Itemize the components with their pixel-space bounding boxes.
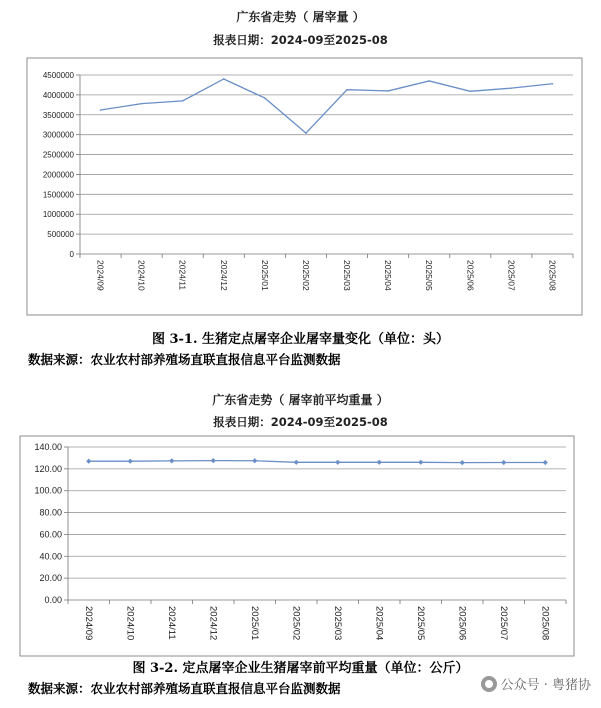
chart1-title: 广东省走势（ 屠宰量 ） — [236, 10, 365, 24]
chart1-ytick-label: 500000 — [47, 230, 74, 240]
chart1-xtick-label: 2025/05 — [424, 260, 435, 291]
chart1-ytick-label: 2000000 — [42, 170, 74, 180]
chart2-svg — [0, 433, 601, 658]
chart1-subtitle: 报表日期：2024-09至2025-08 — [213, 33, 388, 47]
chart2-xtick-label: 2025/06 — [456, 606, 468, 641]
chart2-subtitle: 报表日期：2024-09至2025-08 — [213, 415, 388, 429]
chart1-point — [305, 132, 307, 134]
chart1-caption: 图 3-1. 生猪定点屠宰企业屠宰量变化（单位：头） — [151, 332, 450, 347]
chart1-xtick-label: 2024/09 — [95, 260, 106, 291]
chart2-ytick-label: 20.00 — [39, 573, 62, 584]
chart2-xtick-label: 2025/04 — [373, 606, 385, 641]
chart1-point — [141, 103, 143, 105]
chart1-ytick-label: 3000000 — [42, 130, 74, 140]
chart2-xtick-label: 2025/02 — [290, 606, 302, 641]
chart2-xtick-label: 2024/09 — [82, 606, 94, 641]
chart1-point — [469, 91, 471, 93]
chart1-xtick-label: 2025/04 — [383, 260, 394, 291]
chart2-xtick-label: 2025/07 — [497, 606, 509, 641]
chart1-xtick-label: 2025/03 — [342, 260, 353, 291]
chart1-point — [511, 87, 513, 89]
chart1-source: 数据来源：农业农村部养殖场直联直报信息平台监测数据 — [28, 352, 341, 367]
chart1-svg — [0, 55, 601, 315]
chart1-xtick-label: 2025/01 — [259, 260, 270, 291]
chart1-point — [264, 97, 266, 99]
chart1-ytick-label: 4500000 — [42, 71, 74, 80]
chart2-ytick-label: 140.00 — [34, 442, 62, 452]
chart2-xtick-label: 2024/10 — [124, 606, 136, 641]
chart1-point — [552, 83, 554, 85]
chart2-ytick-label: 60.00 — [39, 529, 62, 540]
chart1-xtick-label: 2025/06 — [465, 260, 476, 291]
chart1-ytick-label: 1500000 — [42, 190, 74, 200]
chart1-ytick-label: 0 — [69, 250, 74, 259]
chart2-ytick-label: 0.00 — [44, 595, 62, 605]
chart2-ytick-label: 80.00 — [39, 507, 62, 518]
chart2-ytick-label: 100.00 — [34, 485, 62, 496]
chart1-point — [346, 89, 348, 91]
chart1-xtick-label: 2024/10 — [136, 260, 147, 291]
chart2-xtick-label: 2025/01 — [248, 606, 260, 641]
watermark — [481, 674, 591, 693]
chart2-ytick-label: 120.00 — [34, 463, 62, 474]
chart1-xtick-label: 2025/02 — [300, 260, 311, 291]
wechat-icon — [481, 676, 497, 692]
chart2-xtick-label: 2024/11 — [165, 606, 177, 640]
chart1-ytick-label: 2500000 — [42, 150, 74, 160]
chart1-xtick-label: 2025/07 — [506, 260, 517, 291]
chart2-title: 广东省走势（ 屠宰前平均重量 ） — [212, 393, 389, 407]
chart2-xtick-label: 2025/03 — [331, 606, 343, 641]
watermark-text: 公众号 · 粤猪协 — [500, 678, 591, 693]
chart2-xtick-label: 2025/05 — [414, 606, 426, 641]
chart1-xtick-label: 2024/11 — [177, 260, 188, 291]
chart1-ytick-label: 3500000 — [42, 110, 74, 120]
chart1-ytick-label: 1000000 — [42, 210, 74, 220]
chart1-point — [428, 80, 430, 82]
chart1-point — [100, 109, 102, 111]
chart2-ytick-label: 40.00 — [39, 551, 62, 562]
chart1-point — [223, 78, 225, 80]
chart2-source: 数据来源：农业农村部养殖场直联直报信息平台监测数据 — [28, 681, 341, 696]
chart2-xtick-label: 2024/12 — [207, 606, 219, 641]
chart1-xtick-label: 2024/12 — [218, 260, 229, 291]
chart1-point — [182, 100, 184, 102]
chart2-xtick-label: 2025/08 — [539, 606, 551, 641]
chart1-point — [387, 90, 389, 92]
chart2-caption: 图 3-2. 定点屠宰企业生猪屠宰前平均重量（单位：公斤） — [132, 661, 469, 676]
chart1-xtick-label: 2025/08 — [547, 260, 558, 291]
chart1-ytick-label: 4000000 — [42, 90, 74, 100]
